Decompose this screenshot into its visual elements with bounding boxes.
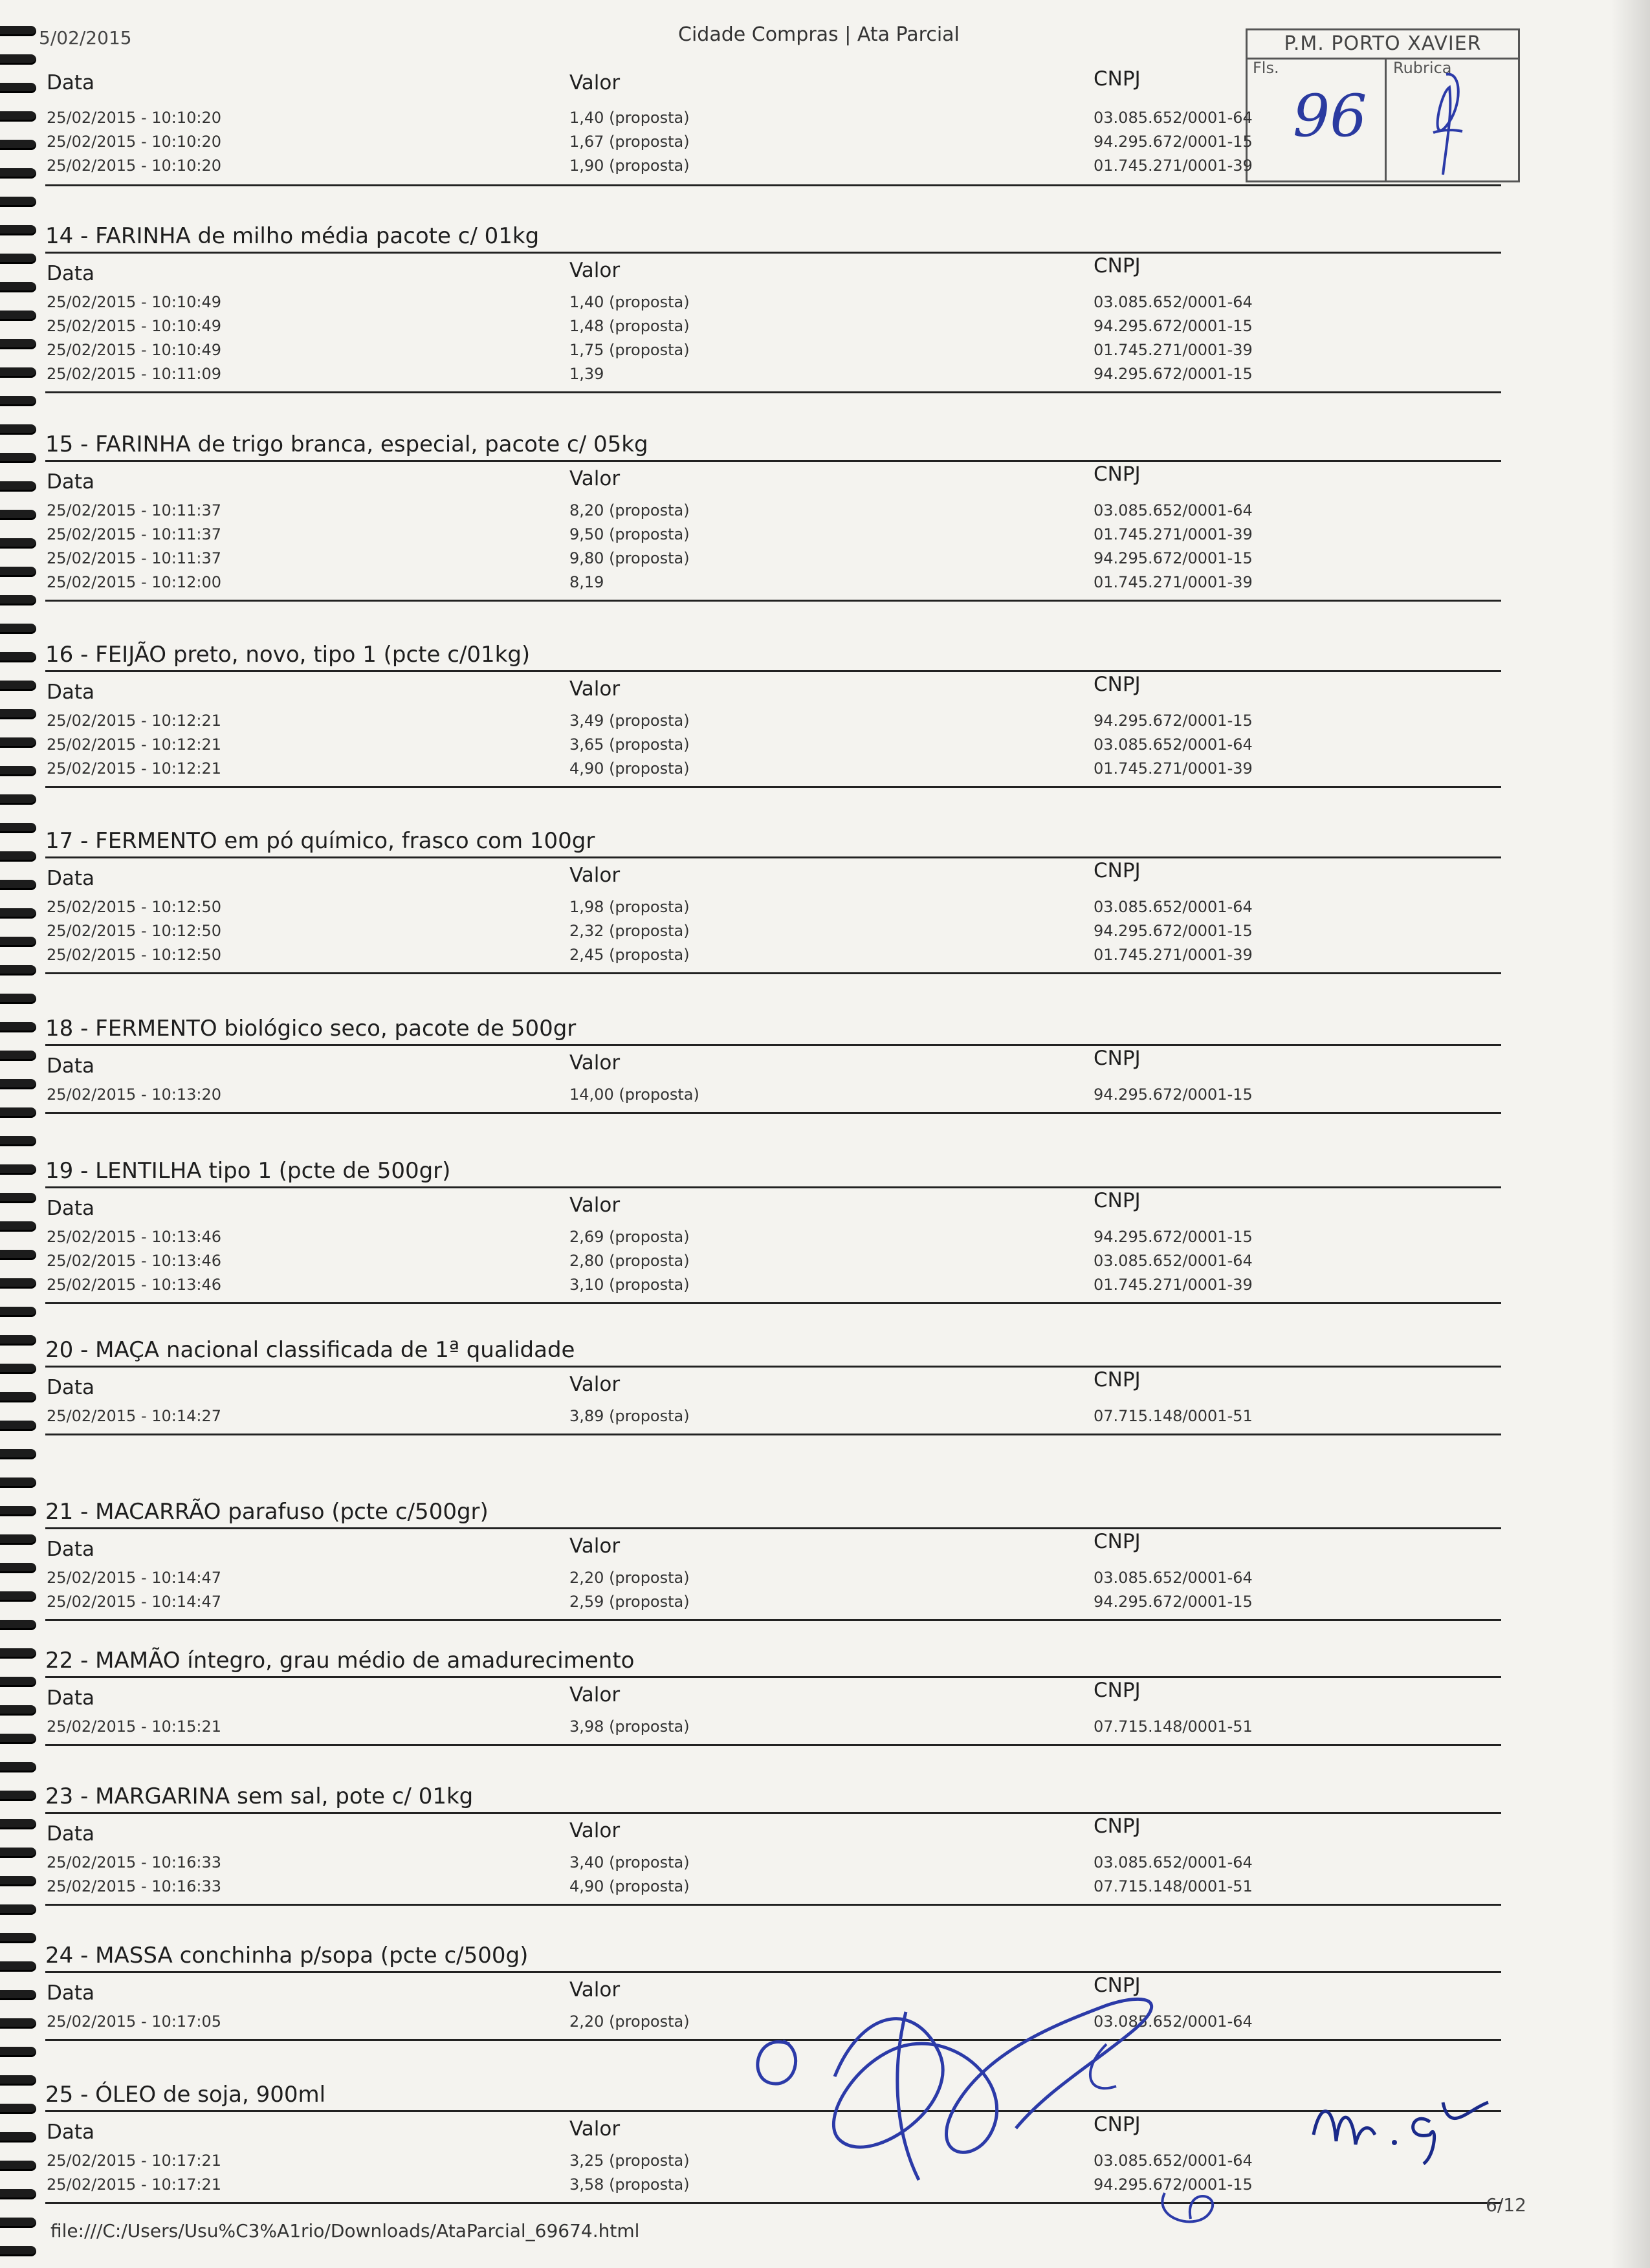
item-bottom-rule — [45, 1904, 1501, 1906]
item-title-rule — [45, 1812, 1501, 1814]
column-header-valor: Valor — [569, 467, 621, 490]
column-header-data: Data — [47, 1822, 95, 1846]
item-title-rule — [45, 856, 1501, 858]
bid-date: 25/02/2015 - 10:11:37 — [47, 549, 222, 567]
bid-cnpj: 03.085.652/0001-64 — [1094, 1569, 1253, 1587]
item-bottom-rule — [45, 1619, 1501, 1621]
bid-value: 1,40 (proposta) — [569, 109, 690, 127]
bid-value: 8,20 (proposta) — [569, 501, 690, 519]
bid-row — [0, 922, 1650, 946]
spiral-coil — [0, 2246, 36, 2256]
bid-value: 14,00 (proposta) — [569, 1085, 699, 1104]
bid-date: 25/02/2015 - 10:12:50 — [47, 898, 222, 916]
item-section — [0, 642, 1650, 784]
item-section — [0, 1158, 1650, 1300]
column-header-cnpj: CNPJ — [1094, 2113, 1141, 2136]
bid-row — [0, 1252, 1650, 1276]
spiral-coil — [0, 83, 36, 93]
column-header-cnpj: CNPJ — [1094, 1974, 1141, 1997]
bid-row — [0, 157, 1650, 181]
bid-cnpj: 01.745.271/0001-39 — [1094, 946, 1253, 964]
bid-row — [0, 573, 1650, 598]
item-bottom-rule — [45, 972, 1501, 974]
column-header-valor: Valor — [569, 864, 621, 887]
stamp-fls-label: Fls. — [1253, 59, 1279, 77]
column-header-cnpj: CNPJ — [1094, 673, 1141, 696]
item-section — [0, 828, 1650, 970]
spiral-coil — [0, 994, 36, 1004]
item-section — [0, 1016, 1650, 1158]
bid-value: 2,59 (proposta) — [569, 1593, 690, 1611]
bid-row — [0, 1085, 1650, 1110]
bid-cnpj: 03.085.652/0001-64 — [1094, 2012, 1253, 2031]
bid-cnpj: 03.085.652/0001-64 — [1094, 1252, 1253, 1270]
bid-date: 25/02/2015 - 10:12:21 — [47, 736, 222, 754]
column-header-cnpj: CNPJ — [1094, 1189, 1141, 1212]
bid-row — [0, 549, 1650, 574]
bid-value: 3,58 (proposta) — [569, 2175, 690, 2194]
item-title: 19 - LENTILHA tipo 1 (pcte de 500gr) — [45, 1158, 451, 1184]
stamp-title: P.M. PORTO XAVIER — [1248, 30, 1518, 60]
bid-value: 1,39 — [569, 365, 604, 383]
bid-row — [0, 1407, 1650, 1432]
bid-cnpj: 01.745.271/0001-39 — [1094, 1276, 1253, 1294]
bid-date: 25/02/2015 - 10:12:00 — [47, 573, 222, 591]
bid-value: 2,69 (proposta) — [569, 1228, 690, 1246]
bid-value: 1,67 (proposta) — [569, 133, 690, 151]
bid-cnpj: 94.295.672/0001-15 — [1094, 1593, 1253, 1611]
item-title: 22 - MAMÃO íntegro, grau médio de amadurecimento — [45, 1648, 635, 1674]
bid-cnpj: 94.295.672/0001-15 — [1094, 922, 1253, 940]
item-title: 25 - ÓLEO de soja, 900ml — [45, 2082, 326, 2108]
bid-value: 1,48 (proposta) — [569, 317, 690, 335]
bid-date: 25/02/2015 - 10:14:47 — [47, 1593, 222, 1611]
bid-value: 3,49 (proposta) — [569, 712, 690, 730]
item-title-rule — [45, 460, 1501, 462]
bid-value: 1,75 (proposta) — [569, 341, 690, 359]
bid-value: 2,80 (proposta) — [569, 1252, 690, 1270]
bid-date: 25/02/2015 - 10:10:49 — [47, 293, 222, 311]
stamp-page-number: 96 — [1293, 82, 1367, 150]
bid-cnpj: 03.085.652/0001-64 — [1094, 501, 1253, 519]
item-bottom-rule — [45, 600, 1501, 602]
item-section — [0, 1337, 1650, 1479]
bid-row — [0, 317, 1650, 342]
bid-date: 25/02/2015 - 10:10:20 — [47, 109, 222, 127]
bid-value: 3,10 (proposta) — [569, 1276, 690, 1294]
bid-row — [0, 1276, 1650, 1300]
item-section — [0, 1783, 1650, 1926]
column-header-valor: Valor — [569, 1534, 621, 1558]
bid-cnpj: 94.295.672/0001-15 — [1094, 1228, 1253, 1246]
bid-cnpj: 03.085.652/0001-64 — [1094, 1853, 1253, 1871]
bid-row — [0, 109, 1650, 133]
bid-cnpj: 03.085.652/0001-64 — [1094, 293, 1253, 311]
bid-date: 25/02/2015 - 10:16:33 — [47, 1853, 222, 1871]
column-header-data: Data — [47, 1538, 95, 1561]
bid-value: 8,19 — [569, 573, 604, 591]
bid-cnpj: 94.295.672/0001-15 — [1094, 712, 1253, 730]
bid-date: 25/02/2015 - 10:13:46 — [47, 1276, 222, 1294]
bid-date: 25/02/2015 - 10:10:49 — [47, 317, 222, 335]
bid-cnpj: 07.715.148/0001-51 — [1094, 1407, 1253, 1425]
spiral-coil — [0, 396, 36, 406]
bid-cnpj: 94.295.672/0001-15 — [1094, 2175, 1253, 2194]
bid-row — [0, 1569, 1650, 1593]
bid-date: 25/02/2015 - 10:17:21 — [47, 2152, 222, 2170]
bid-date: 25/02/2015 - 10:13:46 — [47, 1252, 222, 1270]
spiral-coil — [0, 1933, 36, 1943]
bid-cnpj: 01.745.271/0001-39 — [1094, 157, 1253, 175]
bid-row — [0, 946, 1650, 970]
bid-cnpj: 01.745.271/0001-39 — [1094, 759, 1253, 778]
bid-row — [0, 712, 1650, 736]
item-title: 16 - FEIJÃO preto, novo, tipo 1 (pcte c/01kg) — [45, 642, 531, 668]
column-header-valor: Valor — [569, 259, 621, 282]
spiral-coil — [0, 794, 36, 805]
bid-date: 25/02/2015 - 10:10:49 — [47, 341, 222, 359]
item-bottom-rule — [45, 1112, 1501, 1114]
bid-row — [0, 525, 1650, 550]
bid-row — [0, 293, 1650, 318]
bid-value: 1,40 (proposta) — [569, 293, 690, 311]
spiral-coil — [0, 624, 36, 634]
item-bottom-rule — [45, 1302, 1501, 1304]
item-title: 14 - FARINHA de milho média pacote c/ 01kg — [45, 223, 540, 249]
spiral-coil — [0, 54, 36, 65]
bid-row — [0, 898, 1650, 922]
bid-row — [0, 1228, 1650, 1252]
bid-value: 9,80 (proposta) — [569, 549, 690, 567]
bid-date: 25/02/2015 - 10:16:33 — [47, 1877, 222, 1895]
bid-cnpj: 01.745.271/0001-39 — [1094, 525, 1253, 543]
item-title-rule — [45, 1676, 1501, 1678]
bid-cnpj: 01.745.271/0001-39 — [1094, 573, 1253, 591]
item-bottom-rule — [45, 786, 1501, 788]
item-section — [0, 431, 1650, 591]
bid-row — [0, 365, 1650, 389]
bid-date: 25/02/2015 - 10:12:50 — [47, 946, 222, 964]
bid-value: 1,90 (proposta) — [569, 157, 690, 175]
column-header-data: Data — [47, 71, 95, 94]
column-header-cnpj: CNPJ — [1094, 1047, 1141, 1070]
spiral-coil — [0, 197, 36, 207]
item-bottom-rule — [45, 1434, 1501, 1435]
bid-date: 25/02/2015 - 10:13:20 — [47, 1085, 222, 1104]
bid-cnpj: 07.715.148/0001-51 — [1094, 1877, 1253, 1895]
column-header-data: Data — [47, 2121, 95, 2144]
bid-row — [0, 1853, 1650, 1878]
footer-file-path: file:///C:/Users/Usu%C3%A1rio/Downloads/AtaParcial_69674.html — [50, 2220, 640, 2241]
item-section — [0, 1648, 1650, 1790]
item-title: 18 - FERMENTO biológico seco, pacote de 500gr — [45, 1016, 577, 1041]
column-header-data: Data — [47, 262, 95, 285]
bid-cnpj: 94.295.672/0001-15 — [1094, 549, 1253, 567]
item-title: 20 - MAÇA nacional classificada de 1ª qualidade — [45, 1337, 575, 1363]
column-header-valor: Valor — [569, 1978, 621, 2001]
column-header-valor: Valor — [569, 677, 621, 701]
item-bottom-rule — [45, 391, 1501, 393]
item-title: 24 - MASSA conchinha p/sopa (pcte c/500g) — [45, 1943, 529, 1968]
handwritten-signature-main — [744, 1973, 1249, 2245]
column-header-valor: Valor — [569, 1819, 621, 1842]
column-header-data: Data — [47, 1686, 95, 1710]
bid-row — [0, 341, 1650, 365]
bid-date: 25/02/2015 - 10:11:09 — [47, 365, 222, 383]
bid-row — [0, 759, 1650, 784]
bid-cnpj: 07.715.148/0001-51 — [1094, 1717, 1253, 1736]
bid-row — [0, 501, 1650, 526]
handwritten-signature-secondary — [1307, 2083, 1521, 2167]
bid-value: 3,89 (proposta) — [569, 1407, 690, 1425]
bid-date: 25/02/2015 - 10:12:21 — [47, 712, 222, 730]
bid-value: 9,50 (proposta) — [569, 525, 690, 543]
bid-date: 25/02/2015 - 10:14:47 — [47, 1569, 222, 1587]
bid-value: 4,90 (proposta) — [569, 1877, 690, 1895]
column-header-valor: Valor — [569, 71, 621, 94]
column-header-data: Data — [47, 1376, 95, 1399]
bid-date: 25/02/2015 - 10:10:20 — [47, 133, 222, 151]
column-header-valor: Valor — [569, 1194, 621, 1217]
bid-value: 3,98 (proposta) — [569, 1717, 690, 1736]
column-header-data: Data — [47, 1981, 95, 2005]
bid-row — [0, 1877, 1650, 1902]
spiral-coil — [0, 26, 36, 36]
bid-row — [0, 1717, 1650, 1742]
column-header-valor: Valor — [569, 2117, 621, 2141]
bid-date: 25/02/2015 - 10:12:50 — [47, 922, 222, 940]
bid-value: 1,98 (proposta) — [569, 898, 690, 916]
bid-value: 2,20 (proposta) — [569, 2012, 690, 2031]
bid-cnpj: 03.085.652/0001-64 — [1094, 736, 1253, 754]
bid-cnpj: 94.295.672/0001-15 — [1094, 1085, 1253, 1104]
bid-cnpj: 94.295.672/0001-15 — [1094, 133, 1253, 151]
bid-row — [0, 1593, 1650, 1617]
bid-value: 2,45 (proposta) — [569, 946, 690, 964]
bid-date: 25/02/2015 - 10:11:37 — [47, 501, 222, 519]
column-header-data: Data — [47, 867, 95, 890]
column-header-cnpj: CNPJ — [1094, 859, 1141, 882]
item-title: 23 - MARGARINA sem sal, pote c/ 01kg — [45, 1783, 474, 1809]
bid-date: 25/02/2015 - 10:10:20 — [47, 157, 222, 175]
stamp-rubrica-label: Rubrica — [1393, 59, 1452, 77]
column-header-data: Data — [47, 470, 95, 494]
spiral-coil — [0, 1307, 36, 1317]
section-rule — [45, 184, 1501, 186]
item-title: 21 - MACARRÃO parafuso (pcte c/500gr) — [45, 1499, 489, 1525]
column-header-data: Data — [47, 681, 95, 704]
column-header-cnpj: CNPJ — [1094, 1679, 1141, 1702]
bid-date: 25/02/2015 - 10:15:21 — [47, 1717, 222, 1736]
column-header-data: Data — [47, 1054, 95, 1078]
item-bottom-rule — [45, 1744, 1501, 1746]
bid-value: 3,25 (proposta) — [569, 2152, 690, 2170]
bid-cnpj: 03.085.652/0001-64 — [1094, 109, 1253, 127]
bid-cnpj: 03.085.652/0001-64 — [1094, 2152, 1253, 2170]
item-title-rule — [45, 1186, 1501, 1188]
bid-row — [0, 736, 1650, 760]
bid-value: 2,20 (proposta) — [569, 1569, 690, 1587]
column-header-cnpj: CNPJ — [1094, 1815, 1141, 1838]
bid-cnpj: 01.745.271/0001-39 — [1094, 341, 1253, 359]
column-header-cnpj: CNPJ — [1094, 67, 1141, 91]
bid-cnpj: 03.085.652/0001-64 — [1094, 898, 1253, 916]
bid-value: 3,65 (proposta) — [569, 736, 690, 754]
bid-row — [0, 133, 1650, 157]
item-section — [0, 1499, 1650, 1641]
column-header-cnpj: CNPJ — [1094, 463, 1141, 486]
page-number: 6/12 — [1486, 2194, 1526, 2216]
bid-date: 25/02/2015 - 10:17:21 — [47, 2175, 222, 2194]
bid-date: 25/02/2015 - 10:11:37 — [47, 525, 222, 543]
item-title-rule — [45, 252, 1501, 254]
bid-date: 25/02/2015 - 10:14:27 — [47, 1407, 222, 1425]
bid-date: 25/02/2015 - 10:13:46 — [47, 1228, 222, 1246]
column-header-cnpj: CNPJ — [1094, 1368, 1141, 1391]
bid-value: 2,32 (proposta) — [569, 922, 690, 940]
column-header-valor: Valor — [569, 1683, 621, 1706]
bid-cnpj: 94.295.672/0001-15 — [1094, 317, 1253, 335]
item-title-rule — [45, 1366, 1501, 1368]
bid-date: 25/02/2015 - 10:17:05 — [47, 2012, 222, 2031]
column-header-valor: Valor — [569, 1373, 621, 1396]
bid-cnpj: 94.295.672/0001-15 — [1094, 365, 1253, 383]
item-title: 17 - FERMENTO em pó químico, frasco com 100gr — [45, 828, 595, 854]
item-title-rule — [45, 1527, 1501, 1529]
header-date: 5/02/2015 — [39, 27, 132, 49]
column-header-cnpj: CNPJ — [1094, 1530, 1141, 1553]
header-title: Cidade Compras | Ata Parcial — [678, 23, 960, 46]
item-title-rule — [45, 670, 1501, 672]
item-section — [0, 223, 1650, 383]
bid-value: 3,40 (proposta) — [569, 1853, 690, 1871]
item-title: 15 - FARINHA de trigo branca, especial, pacote c/ 05kg — [45, 431, 648, 457]
bid-value: 4,90 (proposta) — [569, 759, 690, 778]
column-header-valor: Valor — [569, 1051, 621, 1074]
column-header-data: Data — [47, 1197, 95, 1220]
item-title-rule — [45, 1044, 1501, 1046]
bid-date: 25/02/2015 - 10:12:21 — [47, 759, 222, 778]
column-header-cnpj: CNPJ — [1094, 254, 1141, 278]
